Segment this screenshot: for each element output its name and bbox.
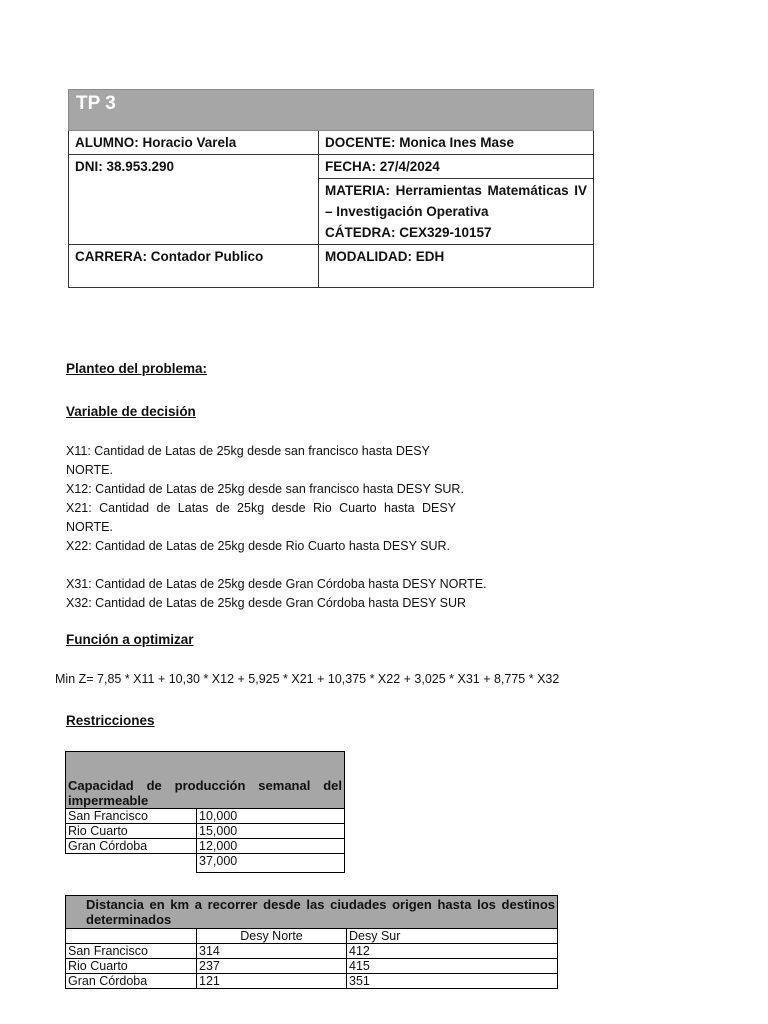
variable-item-x21: X21: Cantidad de Latas de 25kg desde Rio Cuarto hasta DESY NORTE. <box>66 501 456 534</box>
distance-city: Gran Córdoba <box>66 974 197 989</box>
table-row <box>66 974 558 989</box>
distance-sur: 351 <box>347 974 558 989</box>
distance-table <box>65 895 558 989</box>
distance-norte: 237 <box>197 959 347 974</box>
variable-item-x32: X32: Cantidad de Latas de 25kg desde Gran Córdoba hasta DESY SUR <box>66 596 467 610</box>
table-row <box>66 809 345 824</box>
capacity-value: 12,000 <box>197 839 345 854</box>
document-title: TP 3 <box>69 90 594 131</box>
capacity-city: San Francisco <box>66 809 197 824</box>
table-row <box>66 839 345 854</box>
distance-sur: 415 <box>347 959 558 974</box>
planteo-heading: Planteo del problema: <box>66 361 208 376</box>
modalidad-cell: MODALIDAD: EDH <box>319 245 594 288</box>
alumno-cell: ALUMNO: Horacio Varela <box>69 131 319 155</box>
variable-item-x12: X12: Cantidad de Latas de 25kg desde san francisco hasta DESY SUR. <box>66 482 464 496</box>
variable-item-x31: X31: Cantidad de Latas de 25kg desde Gran Córdoba hasta DESY NORTE. <box>66 577 487 591</box>
docente-cell: DOCENTE: Monica Ines Mase <box>319 131 594 155</box>
materia-cell <box>319 179 594 245</box>
column-header-sur: Desy Sur <box>347 929 558 944</box>
materia-text: MATERIA: Herramientas Matemáticas IV – Investigación Operativa <box>325 183 587 219</box>
variable-item-x11: X11: Cantidad de Latas de 25kg desde san francisco hasta DESY NORTE. <box>66 444 430 477</box>
distance-norte: 314 <box>197 944 347 959</box>
empty-cell <box>66 854 197 873</box>
table-row <box>66 854 345 873</box>
funcion-heading: Función a optimizar <box>66 632 194 647</box>
catedra-text: CÁTEDRA: CEX329-10157 <box>325 225 492 240</box>
distance-city: Rio Cuarto <box>66 959 197 974</box>
table-row <box>66 959 558 974</box>
distance-city: San Francisco <box>66 944 197 959</box>
capacity-city: Gran Córdoba <box>66 839 197 854</box>
capacity-city: Rio Cuarto <box>66 824 197 839</box>
capacity-value: 15,000 <box>197 824 345 839</box>
header-table <box>68 89 594 288</box>
restricciones-heading: Restricciones <box>66 713 155 728</box>
capacity-value: 10,000 <box>197 809 345 824</box>
variable-item-x22: X22: Cantidad de Latas de 25kg desde Rio Cuarto hasta DESY SUR. <box>66 539 451 553</box>
fecha-cell: FECHA: 27/4/2024 <box>319 155 594 179</box>
distance-sur: 412 <box>347 944 558 959</box>
column-header-norte: Desy Norte <box>197 929 347 944</box>
capacity-table-header: Capacidad de producción semanal del impermeable <box>66 752 345 809</box>
table-row <box>66 944 558 959</box>
carrera-cell: CARRERA: Contador Publico <box>69 245 319 288</box>
dni-cell: DNI: 38.953.290 <box>69 155 319 245</box>
capacity-total: 37,000 <box>197 854 345 873</box>
table-row <box>66 824 345 839</box>
capacity-table <box>65 751 345 873</box>
variable-heading: Variable de decisión <box>66 404 196 419</box>
empty-cell <box>66 929 197 944</box>
distance-norte: 121 <box>197 974 347 989</box>
distance-table-header: Distancia en km a recorrer desde las ciudades origen hasta los destinos determinados <box>66 896 558 929</box>
table-row <box>66 929 558 944</box>
objective-function: Min Z= 7,85 * X11 + 10,30 * X12 + 5,925 * X21 + 10,375 * X22 + 3,025 * X31 + 8,775 * X32 <box>55 672 560 686</box>
